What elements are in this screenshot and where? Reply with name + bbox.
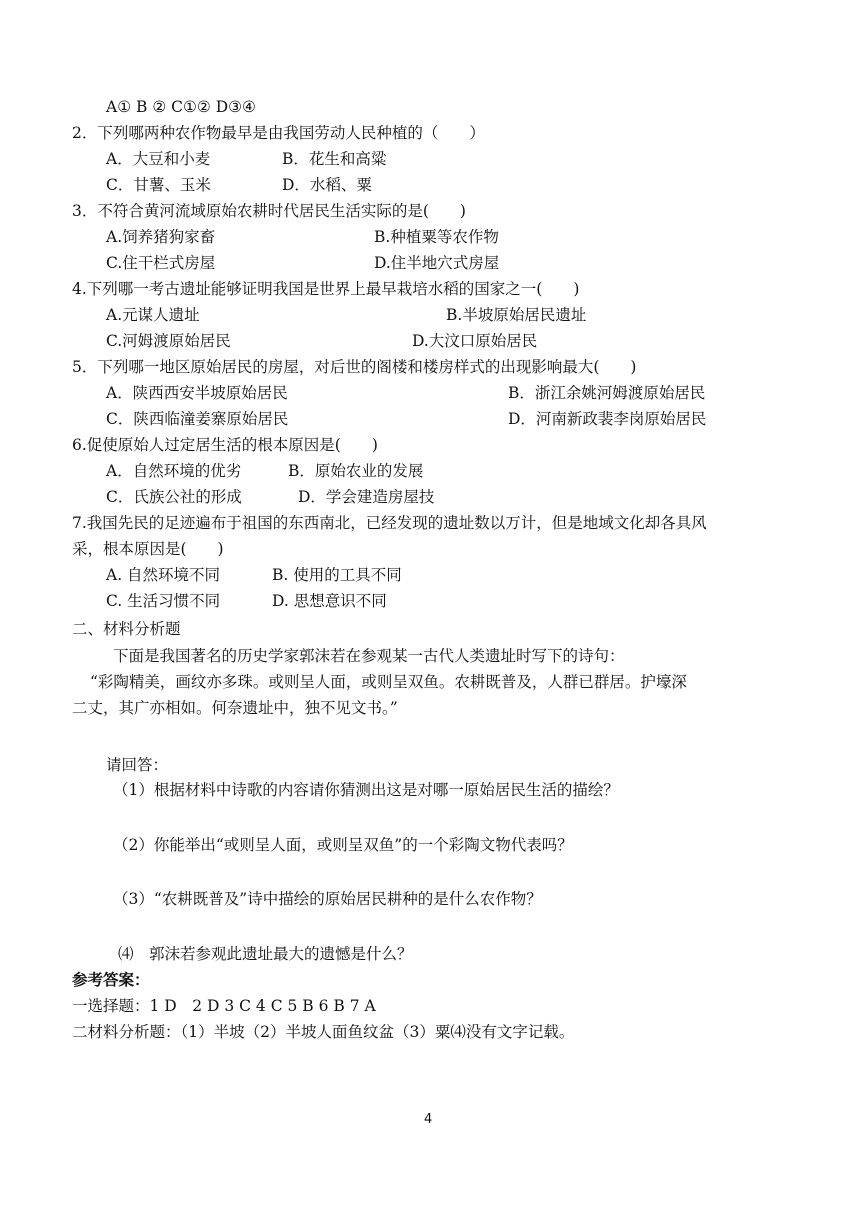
option-a: A.元谋人遗址 [106, 306, 200, 324]
sub-question-3: （3）“农耕既普及”诗中描绘的原始居民耕种的是什么农作物？ [113, 890, 542, 908]
option-b: B. 使用的工具不同 [272, 566, 402, 584]
material-intro: 下面是我国著名的历史学家郭沫若在参观某一古代人类遗址时写下的诗句： [113, 647, 625, 665]
q1-options: A① B ② C①② D③④ [106, 98, 256, 116]
option-b: B．花生和高粱 [282, 150, 387, 168]
option-a: A．大豆和小麦 [106, 150, 211, 168]
option-b: B.半坡原始居民遗址 [446, 306, 587, 324]
page-number: 4 [424, 1112, 433, 1127]
question-stem: 4.下列哪一考古遗址能够证明我国是世界上最早栽培水稻的国家之一( ) [72, 280, 580, 298]
question-stem-line-1: 7.我国先民的足迹遍布于祖国的东西南北，已经发现的遗址数以万计，但是地域文化却各具风 [72, 514, 707, 532]
option-c: C．陕西临潼姜寨原始居民 [106, 410, 289, 428]
option-b: B．浙江余姚河姆渡原始居民 [508, 384, 706, 402]
sub-question-2: （2）你能举出“或则呈人面，或则呈双鱼”的一个彩陶文物代表吗？ [113, 836, 573, 854]
question-stem: 5．下列哪一地区原始居民的房屋，对后世的阁楼和楼房样式的出现影响最大( ) [72, 358, 637, 376]
option-d: D.住半地穴式房屋 [374, 254, 500, 272]
option-d: D.大汶口原始居民 [412, 332, 538, 350]
option-c: C．甘薯、玉米 [106, 176, 211, 194]
question-stem: 2．下列哪两种农作物最早是由我国劳动人民种植的（ ） [72, 124, 485, 142]
answers-choice: 一选择题：1 D 2 D 3 C 4 C 5 B 6 B 7 A [72, 997, 376, 1015]
sub-question-4: ⑷ 郭沫若参观此遗址最大的遗憾是什么？ [118, 945, 413, 963]
section-title: 二、材料分析题 [72, 620, 181, 638]
answer-prompt: 请回答： [106, 756, 169, 774]
option-d: D．水稻、粟 [282, 176, 372, 194]
option-d: D．学会建造房屋技 [298, 488, 435, 506]
option-b: B.种植粟等农作物 [374, 228, 499, 246]
answers-title: 参考答案： [72, 970, 150, 989]
sub-question-1: （1）根据材料中诗歌的内容请你猜测出这是对哪一原始居民生活的描绘？ [113, 781, 619, 799]
option-a: A．陕西西安半坡原始居民 [106, 384, 288, 402]
option-c: C. 生活习惯不同 [106, 592, 221, 610]
answers-material: 二材料分析题：（1）半坡（2）半坡人面鱼纹盆（3）粟⑷没有文字记载。 [72, 1023, 575, 1041]
question-stem: 6.促使原始人过定居生活的根本原因是( ) [72, 436, 378, 454]
question-stem-line-2: 采，根本原因是( ) [72, 540, 224, 558]
option-a: A. 自然环境不同 [106, 566, 221, 584]
option-c: C.住干栏式房屋 [106, 254, 216, 272]
question-stem: 3．不符合黄河流域原始农耕时代居民生活实际的是( ) [72, 202, 466, 220]
option-a: A.饲养猪狗家畜 [106, 228, 216, 246]
option-a: A．自然环境的优劣 [106, 462, 242, 480]
poem-line-2: 二丈，其广亦相如。何奈遗址中，独不见文书。” [72, 699, 398, 717]
option-d: D. 思想意识不同 [272, 592, 387, 610]
option-d: D．河南新政裴李岗原始居民 [508, 410, 707, 428]
option-c: C.河姆渡原始居民 [106, 332, 231, 350]
option-c: C．氏族公社的形成 [106, 488, 242, 506]
option-b: B．原始农业的发展 [288, 462, 424, 480]
poem-line-1: “彩陶精美，画纹亦多珠。或则呈人面，或则呈双鱼。农耕既普及，人群已群居。护壕深 [90, 673, 687, 691]
